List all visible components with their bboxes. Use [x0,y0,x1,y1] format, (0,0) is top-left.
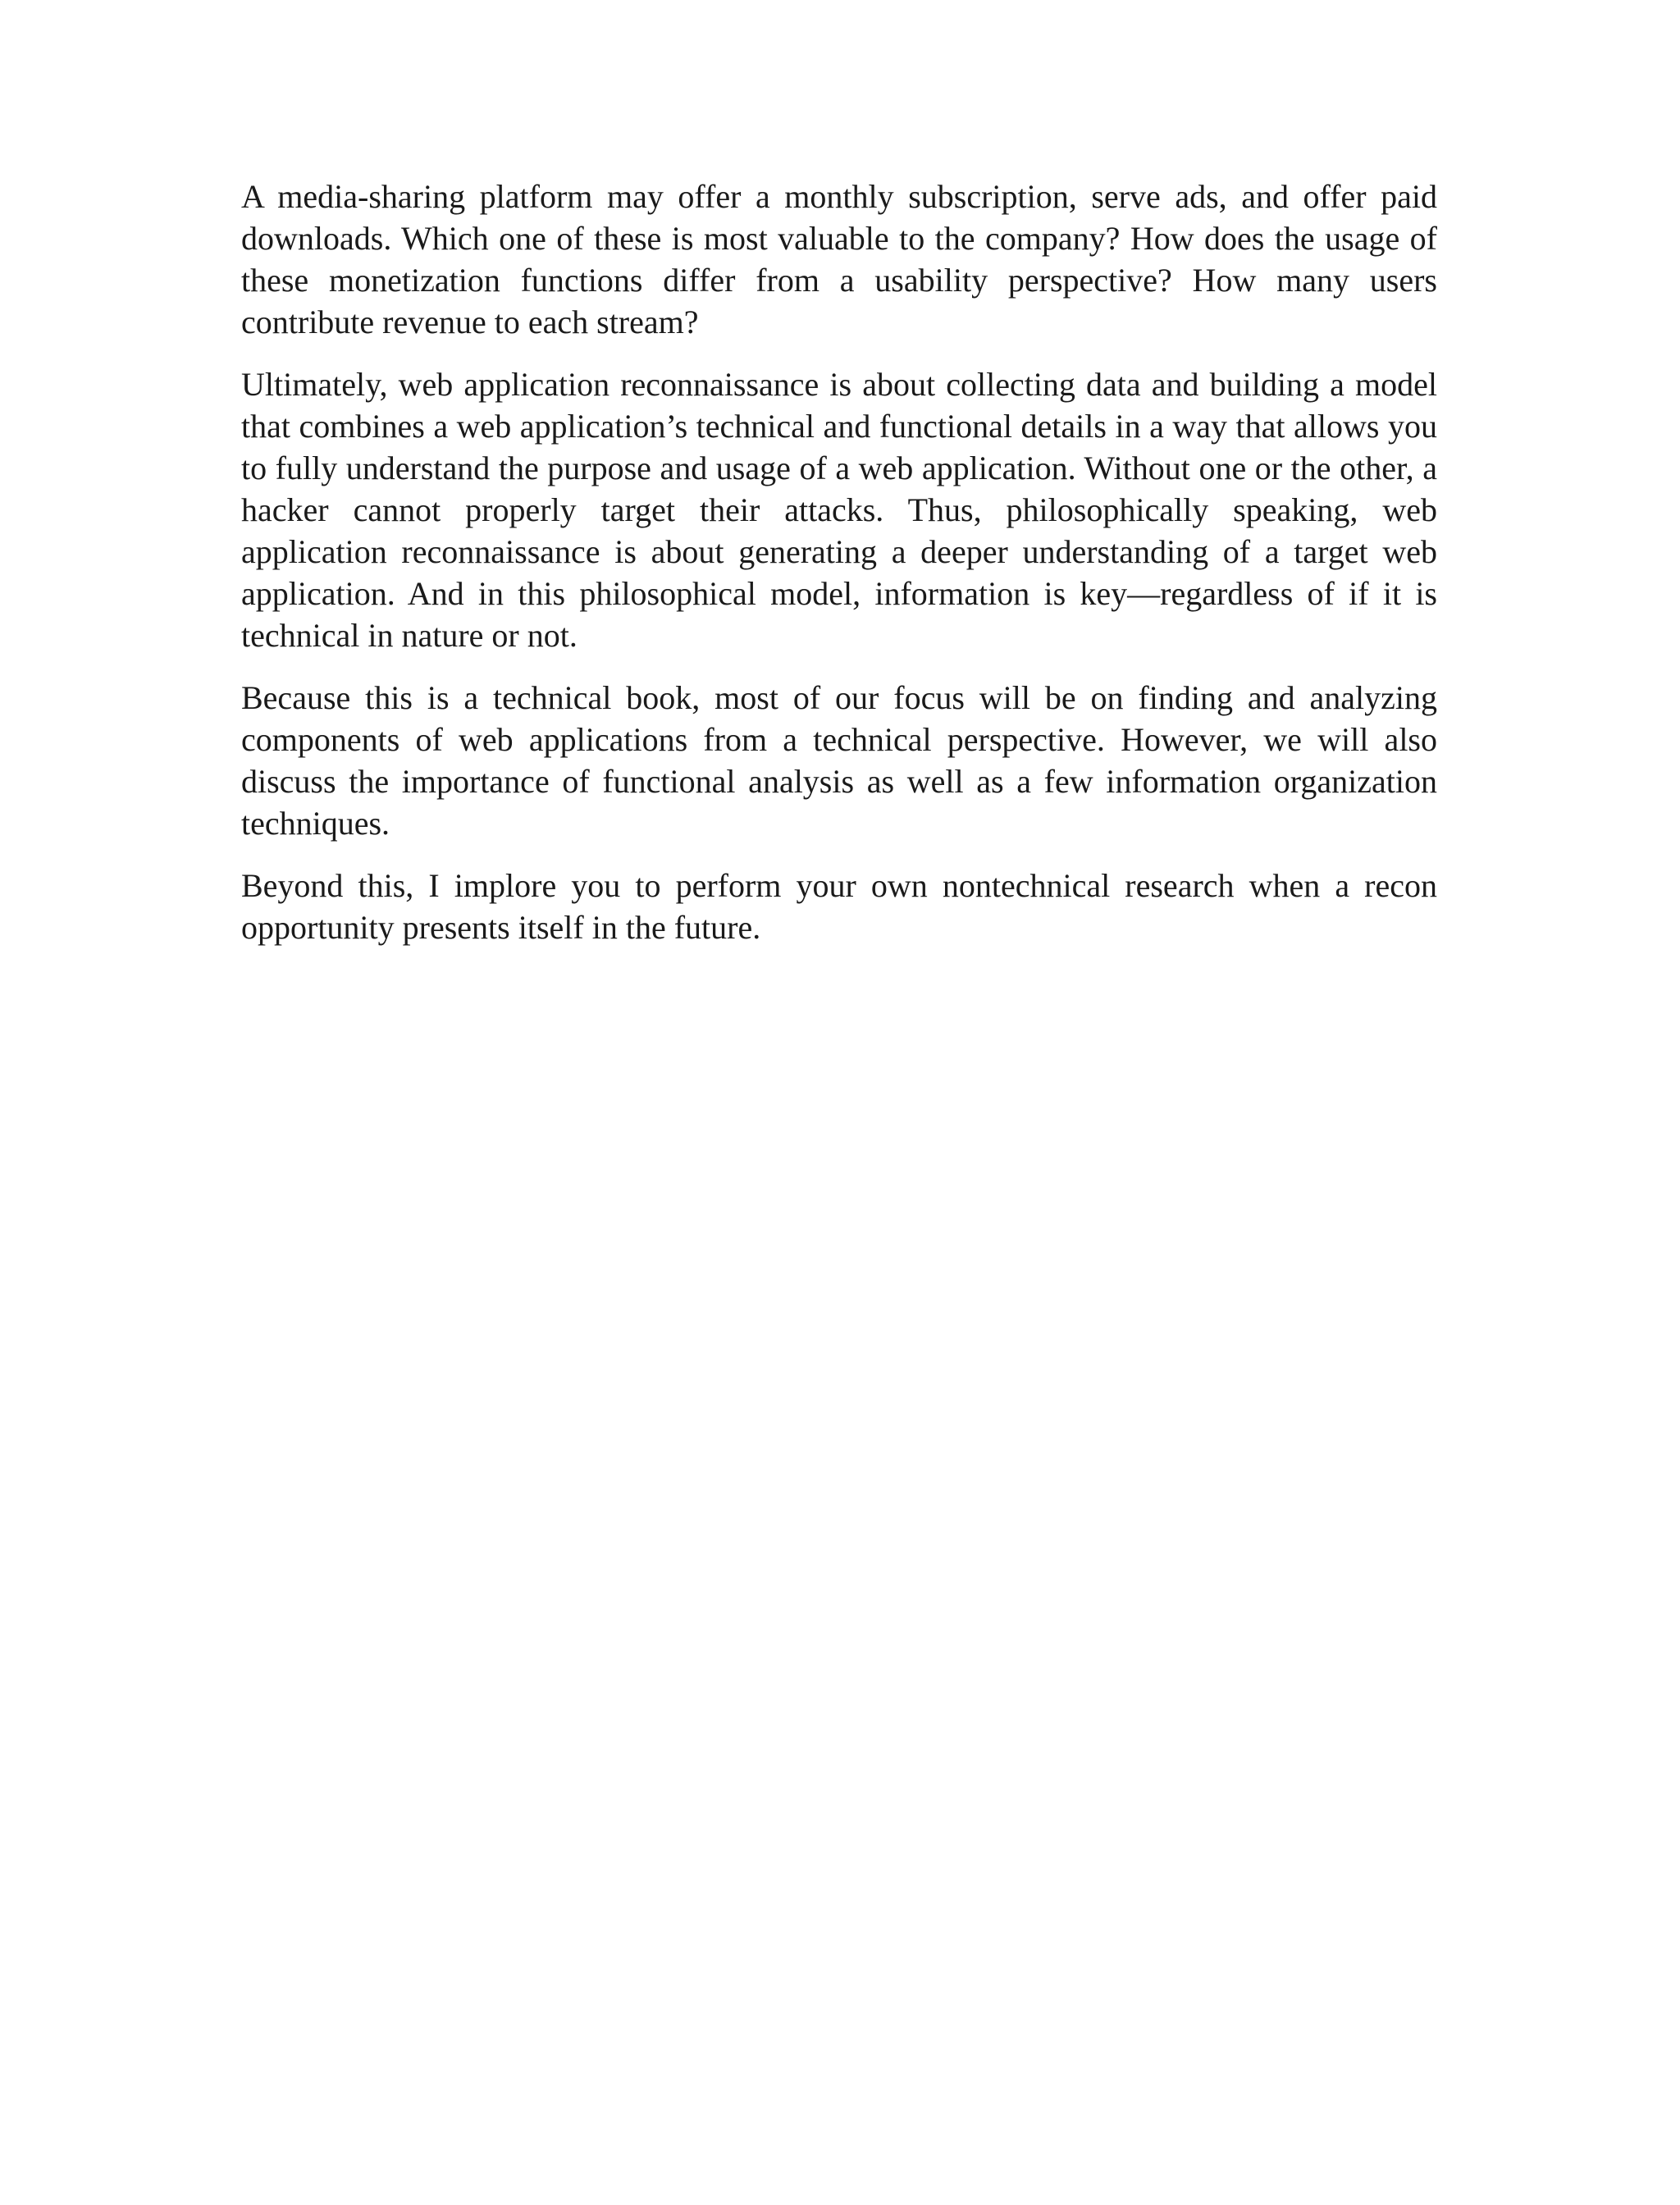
paragraph-recon-model: Ultimately, web application reconnaissance is about collecting data and building a model that combines a web application’s technical and functional details in a way that allows you to fully understand the purpose and usage of a web application. Without one or the other, a hacker cannot properly target their attacks. Thus, philosophically speaking, web application reconnaissance is about generating a deeper understanding of a target web application. And in this philosophical model, information is key—regardless of if it is technical in nature or not. [241,366,1437,654]
paragraph-technical-focus: Because this is a technical book, most of our focus will be on finding and analyzing components of web applications from a technical perspective. However, we will also discuss the importance of functional analysis as well as a few information organization techniques. [241,679,1437,842]
paragraph-monetization: A media-sharing platform may offer a monthly subscription, serve ads, and offer paid downloads. Which one of these is most valuable to the company? How does the usage of these monetization functions differ from a usability perspective? How many users contribute revenue to each stream? [241,178,1437,340]
paragraph-nontechnical-research: Beyond this, I implore you to perform your own nontechnical research when a recon opportunity presents itself in the future. [241,867,1437,946]
body-text [241,176,1437,969]
